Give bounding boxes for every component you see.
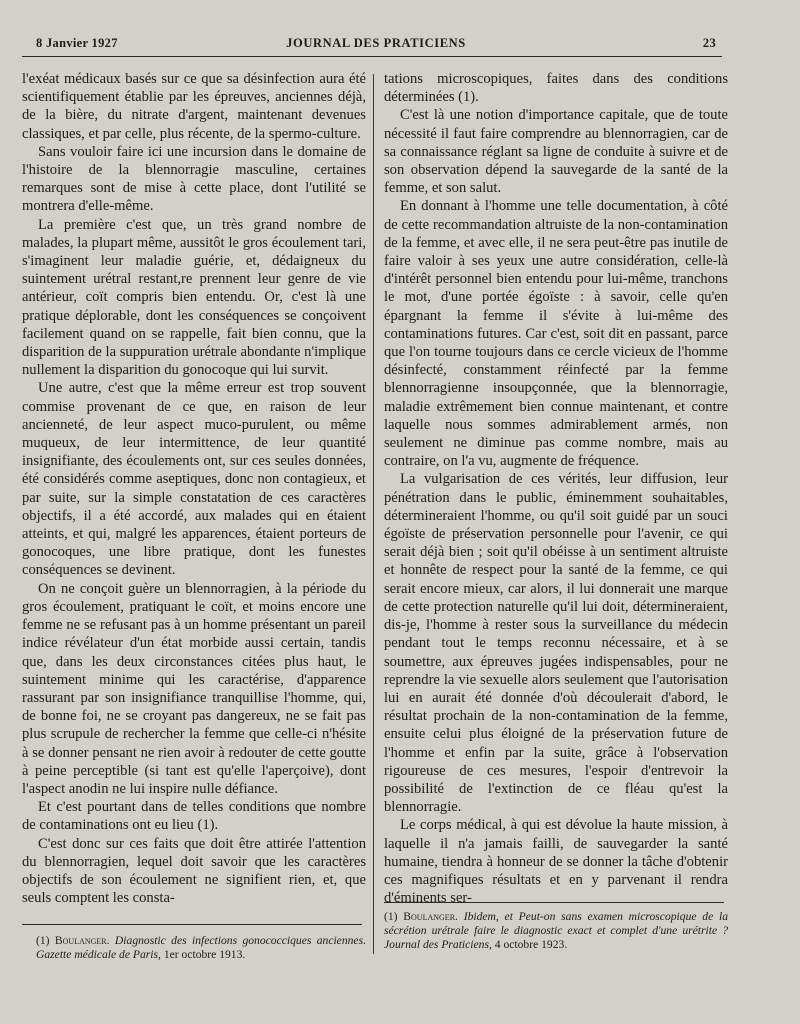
footnote-right: [384, 910, 728, 952]
paragraph: C'est là une notion d'importance capitale, que de toute nécessité il faut faire comprendre au blennorragien, car de sa connaissance réglant sa ligne de conduite à suivre et de son observation dépend la sauvegarde de la santé de la femme, et son salut.: [384, 107, 728, 197]
paragraph: On ne conçoit guère un blennorragien, à la période du gros écoulement, pratiquant le coït, et moins encore une femme ne se refusant pas à un homme présentant un pareil indice révélateur d'un état morbide aussi certain, tandis que, dans les deux circonstances citées plus haut, le suintement minime qui les caractérise, d'apparence rassurant par son insignifiance tranquillise l'homme, qui, de bonne foi, ne se croyant pas dangereux, ne se fait pas plus scrupule de rechercher la femme que celle-ci n'hésite à se donner pensant ne rien avoir à redouter de cette goutte à peine perceptible (si tant est qu'elle l'aperçoive), dont l'aspect anodin ne lui inspire nulle défiance.: [22, 580, 366, 797]
page-number: 23: [702, 36, 716, 50]
left-column: [22, 70, 366, 907]
paragraph: Et c'est pourtant dans de telles conditions que nombre de contaminations ont eu lieu (1).: [22, 799, 366, 834]
paragraph: Sans vouloir faire ici une incursion dans le domaine de l'histoire de la blennorragie masculine, certaines remarques sont de mise à cette place, dont l'utilité se montrera d'elle-même.: [22, 143, 366, 215]
issue-date: 8 Janvier 1927: [36, 36, 118, 50]
footnote-rule-left: [22, 924, 362, 925]
paragraph: La vulgarisation de ces vérités, leur diffusion, leur pénétration dans le public, éminemment souhaitables, détermineraient l'homme, ou qu'il soit guidé par un souci égoïste de préservation personnelle pour l'avenir, ce qui serait déjà bien ; soit qu'il obéisse à un sentiment altruiste et honnête de respect pour la santé de la femme, ce qui serait encore mieux, car alors, il lui donnerait une marque de cette protection naturelle qu'il lui doit, détermineraient, dis-je, l'homme à rester sous la surveillance du médecin pendant tout le temps reconnu nécessaire, et à se soumettre, aux épreuves jugées indispensables, pour ne reprendre la vie sexuelle alors seulement que l'autorisation lui en aurait été donnée d'où découlerait d'abord, le résultat prochain de la non-contamination de la femme, ensuite celui plus éloigné de la préservation future de l'homme et enfin par la suite, grâce à l'observation rigoureuse de ces mesures, l'espoir d'entrevoir la possibilité de l'extinction de ce fléau qu'est la blennorragie.: [384, 471, 728, 816]
column-divider: [373, 74, 374, 954]
header-rule: [22, 56, 722, 57]
footnote-left: [36, 934, 366, 962]
footnote-marker: (1): [384, 910, 398, 923]
paragraph: En donnant à l'homme une telle documentation, à côté de cette recommandation altruiste de la non-contamination de la femme, et avec elle, il ne sera peut-être pas inutile de faire valoir à ses yeux une autre considération, celle-là d'intérêt personnel bien entendu pour lui-même, tranchons le mot, d'une portée égoïste : à savoir, celle qu'en épargnant la femme il s'évite à lui-même des contaminations futures. Car c'est, soit dit en passant, parce que l'on tourne toujours dans ce cercle vicieux de l'homme désinfecté, constamment réinfecté par la femme blennorragienne insoupçonnée, que la blennorragie, maladie extrêmement bien connue maintenant, et contre laquelle nous sommes admirablement armés, non seulement ne diminue pas comme nombre, mais au contraire, on l'a vu, augmente de fréquence.: [384, 198, 728, 470]
paragraph: C'est donc sur ces faits que doit être attirée l'attention du blennorragien, lequel doit savoir que les caractères objectifs de son écoulement ne signifient rien, et, que seuls comptent les consta-: [22, 835, 366, 907]
paragraph: La première c'est que, un très grand nombre de malades, la plupart même, aussitôt le gros écoulement tari, s'imaginent leur maladie guérie, et, dédaigneux du suintement urétral restant,re prennent leur genre de vie antérieur, coït compris bien entendu. Or, c'est là une pratique déplorable, dont les conséquences se conçoivent facilement quand on se rappelle, fait bien connu, que la disparition de la suppuration urétrale abondante n'implique nullement la disparition du gonocoque qui lui survit.: [22, 216, 366, 379]
footnote-rule-right: [384, 902, 724, 903]
footnote-author: Boulanger.: [54, 934, 110, 947]
footnote-date: 1er octobre 1913.: [163, 948, 246, 961]
footnote-author: Boulanger.: [403, 910, 458, 923]
paragraph: Une autre, c'est que la même erreur est trop souvent commise provenant de ce que, en raison de leur ancienneté, de leur aspect muco-purulent, ou même muqueux, de leur intermittence, de leur quantité insignifiante, des écoulements ont, sur ces seules données, été considérés comme aseptiques, donc non contagieux, et par suite, sur la simple constatation de ces caractères objectifs, il a été accordé, aux malades qui en étaient atteints, et qui, malgré les apparences, étaient porteurs de gonocoques, une libre pratique, dont les funestes conséquences se devinent.: [22, 380, 366, 579]
footnote-marker: (1): [36, 934, 50, 947]
footnote-title: Diagnostic des infections gonococciques anciennes. Gazette médicale de Paris,: [36, 934, 366, 961]
page-header: [36, 36, 716, 56]
journal-title: JOURNAL DES PRATICIENS: [286, 36, 466, 50]
paragraph: Le corps médical, à qui est dévolue la haute mission, à laquelle il n'a jamais failli, de sauvegarder la santé humaine, tiendra à honneur de se donner la tâche d'obtenir ces magnifiques résultats et en y parvenant il rendra d'éminents ser-: [384, 817, 728, 907]
paragraph: l'exéat médicaux basés sur ce que sa désinfection aura été scientifiquement établie par les épreuves, anciennes déjà, de la bière, du nitrate d'argent, maintenant devenues classiques, et par celle, plus récente, de la spermo-culture.: [22, 71, 366, 142]
footnote-date: 4 octobre 1923.: [494, 938, 568, 951]
paragraph: tations microscopiques, faites dans des conditions déterminées (1).: [384, 71, 728, 106]
footnote-title: Ibidem, et Peut-on sans examen microscopique de la sécrétion urétrale faire le diagnostic exact et complet d'une urétrite ? Journal des Praticiens,: [384, 910, 728, 951]
right-column: [384, 70, 728, 907]
